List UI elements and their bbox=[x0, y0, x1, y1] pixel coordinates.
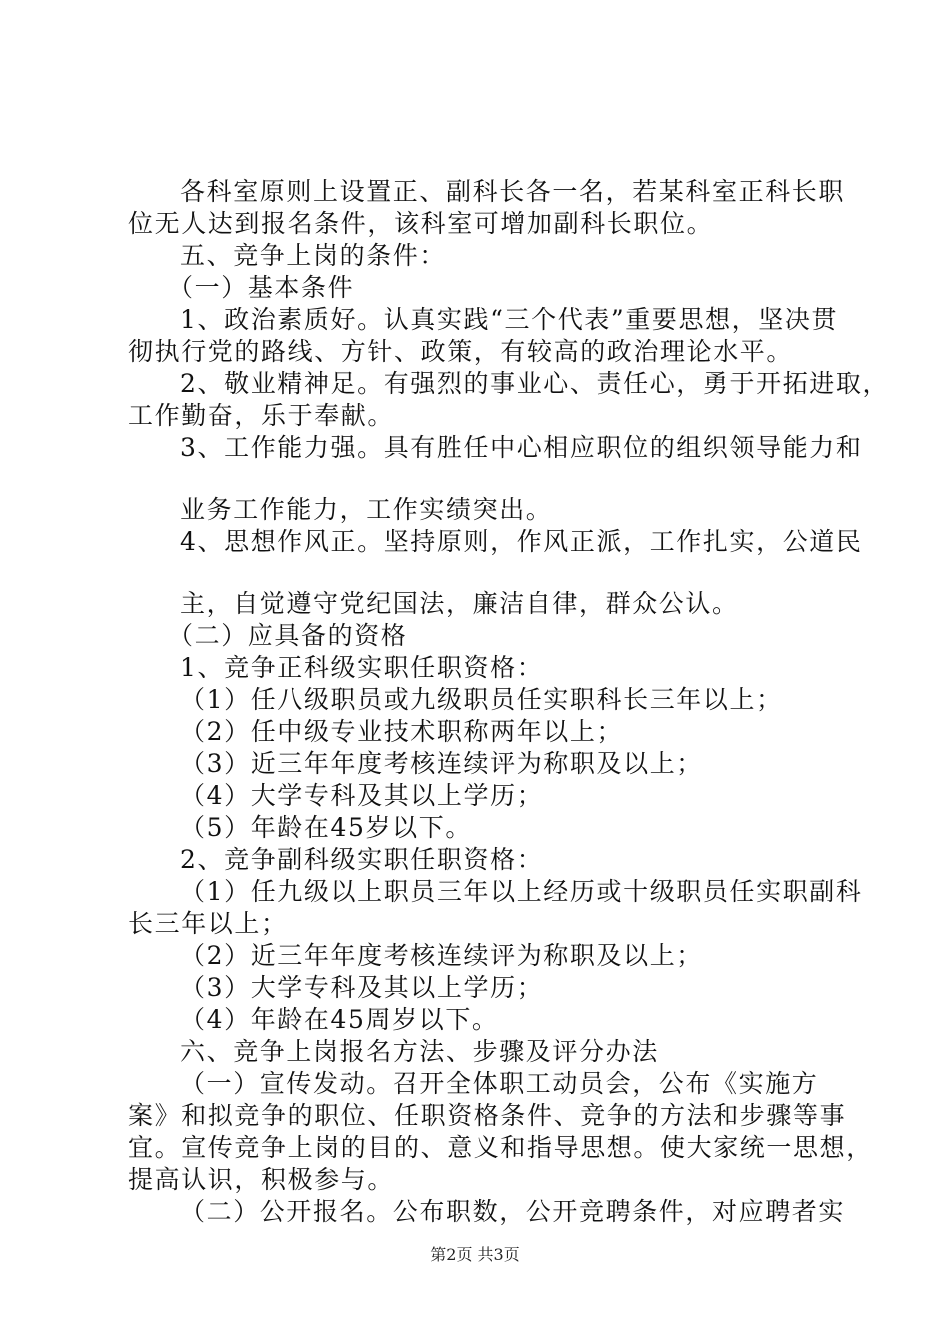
text-line: 主，自觉遵守党纪国法，廉洁自律，群众公认。 bbox=[180, 589, 739, 618]
list-item: （5）年龄在45岁以下。 bbox=[180, 813, 472, 842]
text-line: 提高认识，积极参与。 bbox=[128, 1165, 395, 1194]
text-line: 位无人达到报名条件，该科室可增加副科长职位。 bbox=[128, 209, 714, 238]
list-item: （1）任九级以上职员三年以上经历或十级职员任实职副科 bbox=[180, 877, 863, 906]
text-line: 各科室原则上设置正、副科长各一名，若某科室正科长职 bbox=[180, 177, 846, 206]
text-line: 2、竞争副科级实职任职资格： bbox=[180, 845, 544, 874]
text-line: 宜。宣传竞争上岗的目的、意义和指导思想。使大家统一思想， bbox=[128, 1133, 873, 1162]
text-line: 案》和拟竞争的职位、任职资格条件、竞争的方法和步骤等事 bbox=[128, 1101, 847, 1130]
text-line: 4、思想作风正。坚持原则，作风正派，工作扎实，公道民 bbox=[180, 527, 863, 556]
list-item: （2）任中级专业技术职称两年以上； bbox=[180, 717, 624, 746]
text-line: 2、敬业精神足。有强烈的事业心、责任心，勇于开拓进取， bbox=[180, 369, 890, 398]
text-line: 1、竞争正科级实职任职资格： bbox=[180, 653, 544, 682]
text-line: 工作勤奋，乐于奉献。 bbox=[128, 401, 395, 430]
list-item: （1）任八级职员或九级职员任实职科长三年以上； bbox=[180, 685, 783, 714]
text-line: （一）宣传发动。召开全体职工动员会，公布《实施方 bbox=[180, 1069, 819, 1098]
section-heading: 五、竞争上岗的条件： bbox=[180, 241, 447, 270]
list-item: （4）年龄在45周岁以下。 bbox=[180, 1005, 499, 1034]
text-line: 3、工作能力强。具有胜任中心相应职位的组织领导能力和 bbox=[180, 433, 863, 462]
text-line: 1、政治素质好。认真实践“三个代表”重要思想，坚决贯 bbox=[180, 305, 839, 334]
section-heading: 六、竞争上岗报名方法、步骤及评分办法 bbox=[180, 1037, 659, 1066]
subsection-heading: （二）应具备的资格 bbox=[168, 621, 408, 650]
text-line: 业务工作能力，工作实绩突出。 bbox=[180, 495, 553, 524]
text-line: 彻执行党的路线、方针、政策，有较高的政治理论水平。 bbox=[128, 337, 794, 366]
list-item: （3）近三年年度考核连续评为称职及以上； bbox=[180, 749, 703, 778]
list-item: 长三年以上； bbox=[128, 909, 288, 938]
page-footer: 第2页 共3页 bbox=[430, 1245, 520, 1264]
text-line: （二）公开报名。公布职数，公开竞聘条件，对应聘者实 bbox=[180, 1197, 846, 1226]
list-item: （3）大学专科及其以上学历； bbox=[180, 973, 544, 1002]
list-item: （2）近三年年度考核连续评为称职及以上； bbox=[180, 941, 703, 970]
subsection-heading: （一）基本条件 bbox=[168, 273, 355, 302]
list-item: （4）大学专科及其以上学历； bbox=[180, 781, 544, 810]
